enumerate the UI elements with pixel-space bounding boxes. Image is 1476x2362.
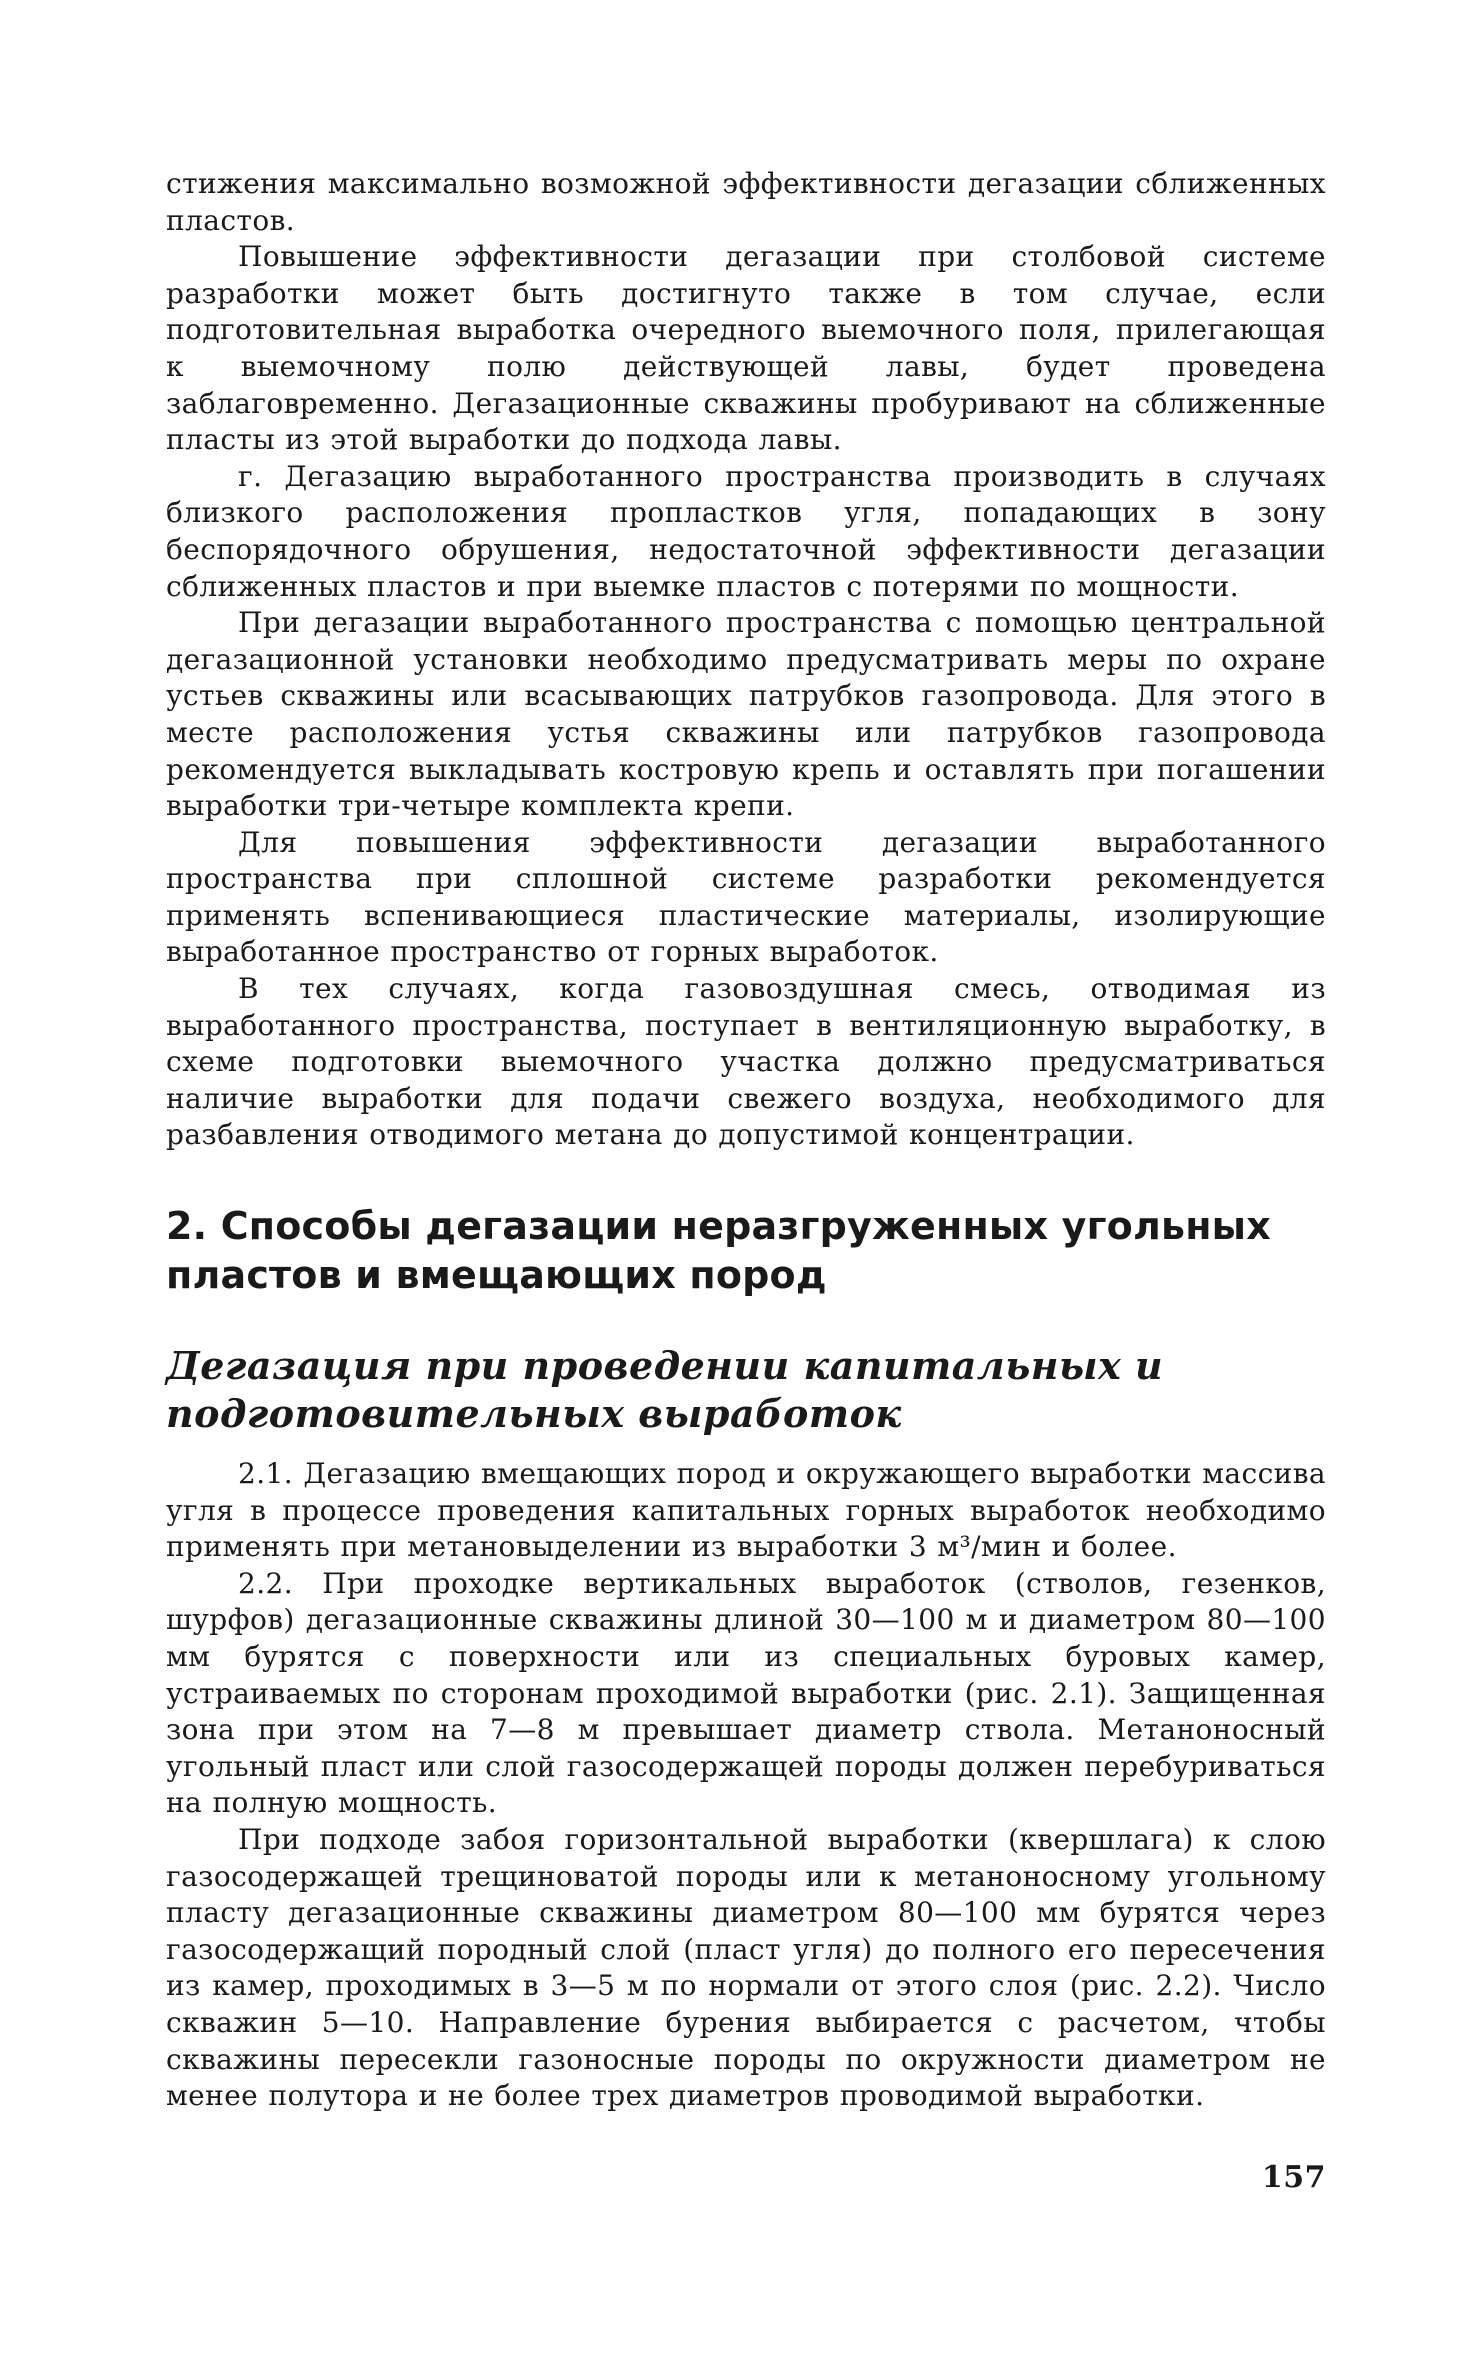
paragraph: При подходе забоя горизонтальной выработки (квершлага) к слою газосодержащей трещиноватой породы или к метаноносному угольному пласту дегазационные скважины диаметром 80—100 мм бурятся через газосодержащий породный слой (пласт угля) до полного его пересечения из камер, проходимых в 3—5 м по нормали от этого слоя (рис. 2.2). Число скважин 5—10. Направление бурения выбирается с расчетом, чтобы скважины пересекли газоносные породы по окружности диаметром не менее полутора и не более трех диаметров проводимой выработки. [166,1822,1326,2113]
paragraph: Для повышения эффективности дегазации выработанного пространства при сплошной системе разработки рекомендуется применять вспенивающиеся пластические материалы, изолирующие выработанное пространство от горных выработок. [166,825,1326,969]
paragraph: В тех случаях, когда газовоздушная смесь, отводимая из выработанного пространства, поступает в вентиляционную выработку, в схеме подготовки выемочного участка должно предусматриваться наличие выработки для подачи свежего воздуха, необходимого для разбавления отводимого метана до допустимой концентрации. [166,972,1326,1152]
paragraph: Повышение эффективности дегазации при столбовой системе разработки может быть достигнуто также в том случае, если подготовительная выработка очередного выемочного поля, прилегающая к выемочному полю действующей лавы, будет проведена заблаговременно. Дегазационные скважины пробуривают на сближенные пласты из этой выработки до подхода лавы. [166,240,1326,457]
paragraph: 2.2. При проходке вертикальных выработок (стволов, гезенков, шурфов) дегазационные скважины длиной 30—100 м и диаметром 80—100 мм бурятся с поверхности или из специальных буровых камер, устраиваемых по сторонам проходимой выработки (рис. 2.1). Защищенная зона при этом на 7—8 м превышает диаметр ствола. Метаноносный угольный пласт или слой газосодержащей породы должен перебуриваться на полную мощность. [166,1566,1326,1820]
body-text-bottom [166,1456,1326,2115]
section-heading: 2. Способы дегазации неразгруженных угольных пластов и вмещающих пород [166,1204,1271,1298]
subsection-heading: Дегазация при проведении капитальных и подготовительных выработок [166,1343,1164,1437]
paragraph: стижения максимально возможной эффективности дегазации сближенных пластов. [166,167,1326,237]
paragraph: г. Дегазацию выработанного пространства производить в случаях близкого расположения пропластков угля, попадающих в зону беспорядочного обрушения, недостаточной эффективности дегазации сближенных пластов и при выемке пластов с потерями по мощности. [166,459,1326,603]
body-text-top [166,166,1326,1154]
page-number: 157 [1261,2160,1326,2195]
paragraph: 2.1. Дегазацию вмещающих пород и окружающего выработки массива угля в процессе проведения капитальных горных выработок необходимо применять при метановыделении из выработки 3 м³/мин и более. [166,1457,1326,1564]
paragraph: При дегазации выработанного пространства с помощью центральной дегазационной установки необходимо предусматривать меры по охране устьев скважины или всасывающих патрубков газопровода. Для этого в месте расположения устья скважины или патрубков газопровода рекомендуется выкладывать костровую крепь и оставлять при погашении выработки три-четыре комплекта крепи. [166,606,1326,823]
